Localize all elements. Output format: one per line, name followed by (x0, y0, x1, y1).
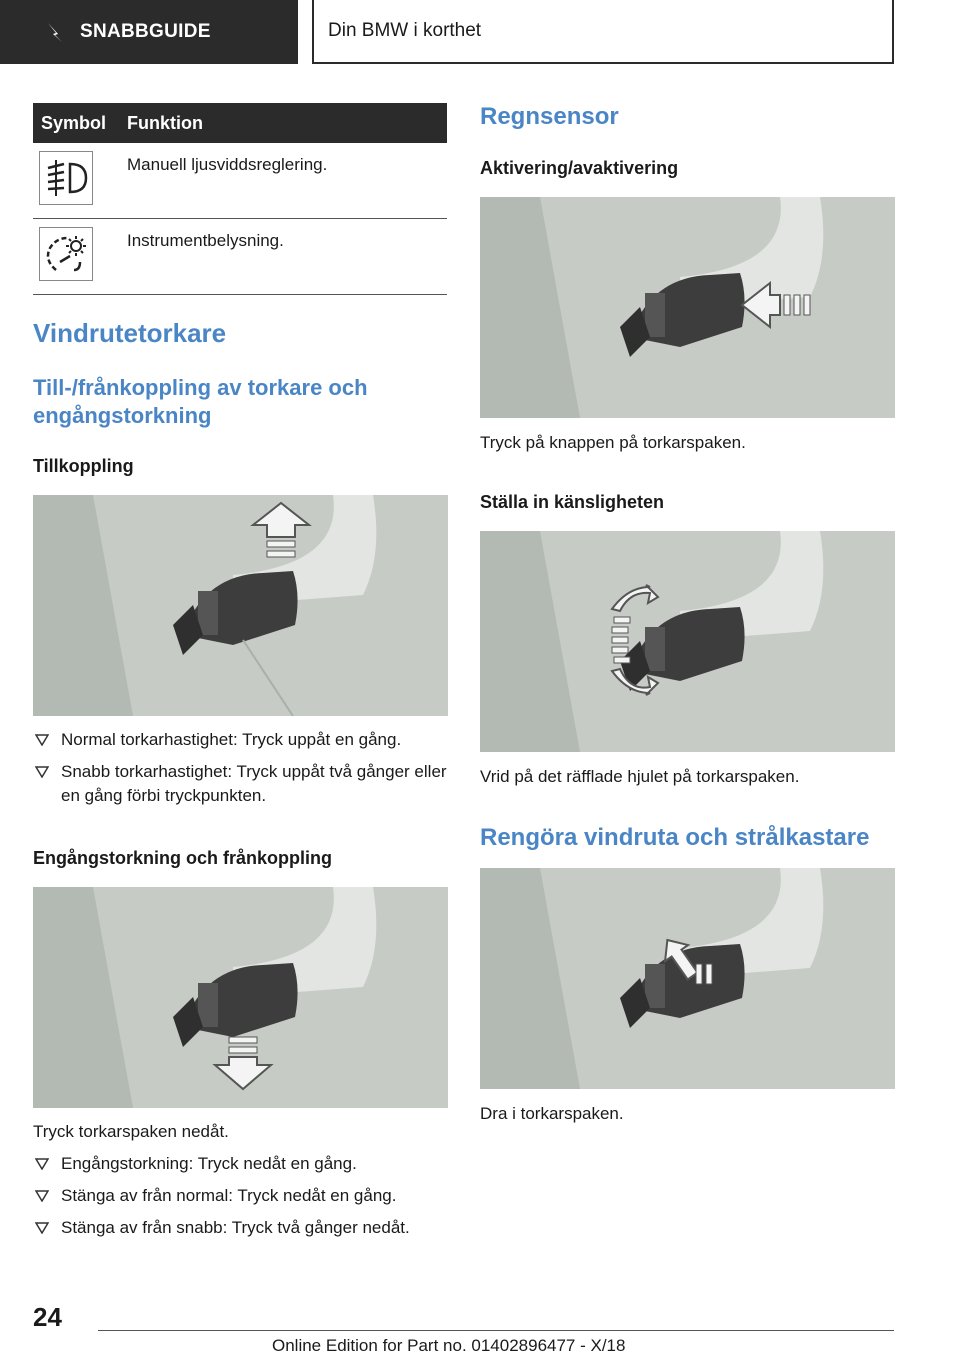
photo-knurled-wheel (480, 531, 895, 752)
list-item: Engångstorkning: Tryck nedåt en gång. (33, 1152, 449, 1176)
heading-activation: Aktivering/avaktivering (480, 158, 679, 178)
section-tab (0, 0, 298, 64)
triangle-bullet-icon (35, 1190, 49, 1202)
table-row (33, 219, 447, 295)
list-item: Snabb torkarhastighet: Tryck uppåt två gånger eller en gång förbi tryckpunkten. (33, 760, 449, 808)
list-item: Stänga av från snabb: Tryck två gånger nedåt. (33, 1216, 449, 1240)
symbol-table (33, 103, 447, 295)
triangle-bullet-icon (35, 734, 49, 746)
photo-wiper-lever-up (33, 495, 448, 716)
instrument-lighting-icon (39, 227, 93, 281)
caption-press-button: Tryck på knappen på torkarspaken. (480, 433, 746, 452)
caption-press-down: Tryck torkarspaken nedåt. (33, 1122, 229, 1141)
symbol-table-header (33, 103, 447, 143)
triangle-bullet-icon (35, 1222, 49, 1234)
page-number: 24 (33, 1302, 62, 1332)
photo-pull-lever (480, 868, 895, 1089)
section-heading-rain-sensor: Regnsensor (480, 103, 619, 130)
heading-switch-on: Tillkoppling (33, 456, 134, 476)
headlight-range-icon (39, 151, 93, 205)
section-tab-label: SNABBGUIDE (80, 21, 211, 42)
bullet-list-switch-off (33, 1152, 449, 1248)
column-function-header: Funktion (127, 112, 203, 133)
chapter-title: Din BMW i korthet (312, 0, 894, 64)
list-item: Stänga av från normal: Tryck nedåt en gång. (33, 1184, 449, 1208)
section-heading-wiper: Vindrutetorkare (33, 318, 227, 348)
list-item: Normal torkarhastighet: Tryck uppåt en gång. (33, 728, 449, 752)
triangle-bullet-icon (35, 1158, 49, 1170)
heading-sensitivity: Ställa in känsligheten (480, 492, 665, 512)
lightning-icon (44, 21, 66, 43)
heading-single-wipe: Engångstorkning och frånkoppling (33, 848, 332, 868)
table-row (33, 143, 447, 219)
triangle-bullet-icon (35, 766, 49, 778)
photo-wiper-lever-down (33, 887, 448, 1108)
function-text: Instrumentbelysning. (127, 231, 284, 250)
section-heading-cleaning: Rengöra vindruta och strålkastare (480, 824, 870, 851)
footer-edition: Online Edition for Part no. 01402896477 - X/18 (272, 1336, 626, 1355)
function-text: Manuell ljusviddsreglering. (127, 155, 328, 174)
photo-rain-sensor-button (480, 197, 895, 418)
caption-turn-wheel: Vrid på det räfflade hjulet på torkarspaken. (480, 767, 800, 786)
caption-pull-lever: Dra i torkarspaken. (480, 1104, 624, 1123)
column-symbol-header: Symbol (41, 112, 107, 133)
bullet-list-switch-on (33, 728, 449, 816)
footer-divider (98, 1330, 894, 1331)
subsection-heading: Till-/frånkoppling av torkare och engångstorkning (33, 375, 368, 428)
